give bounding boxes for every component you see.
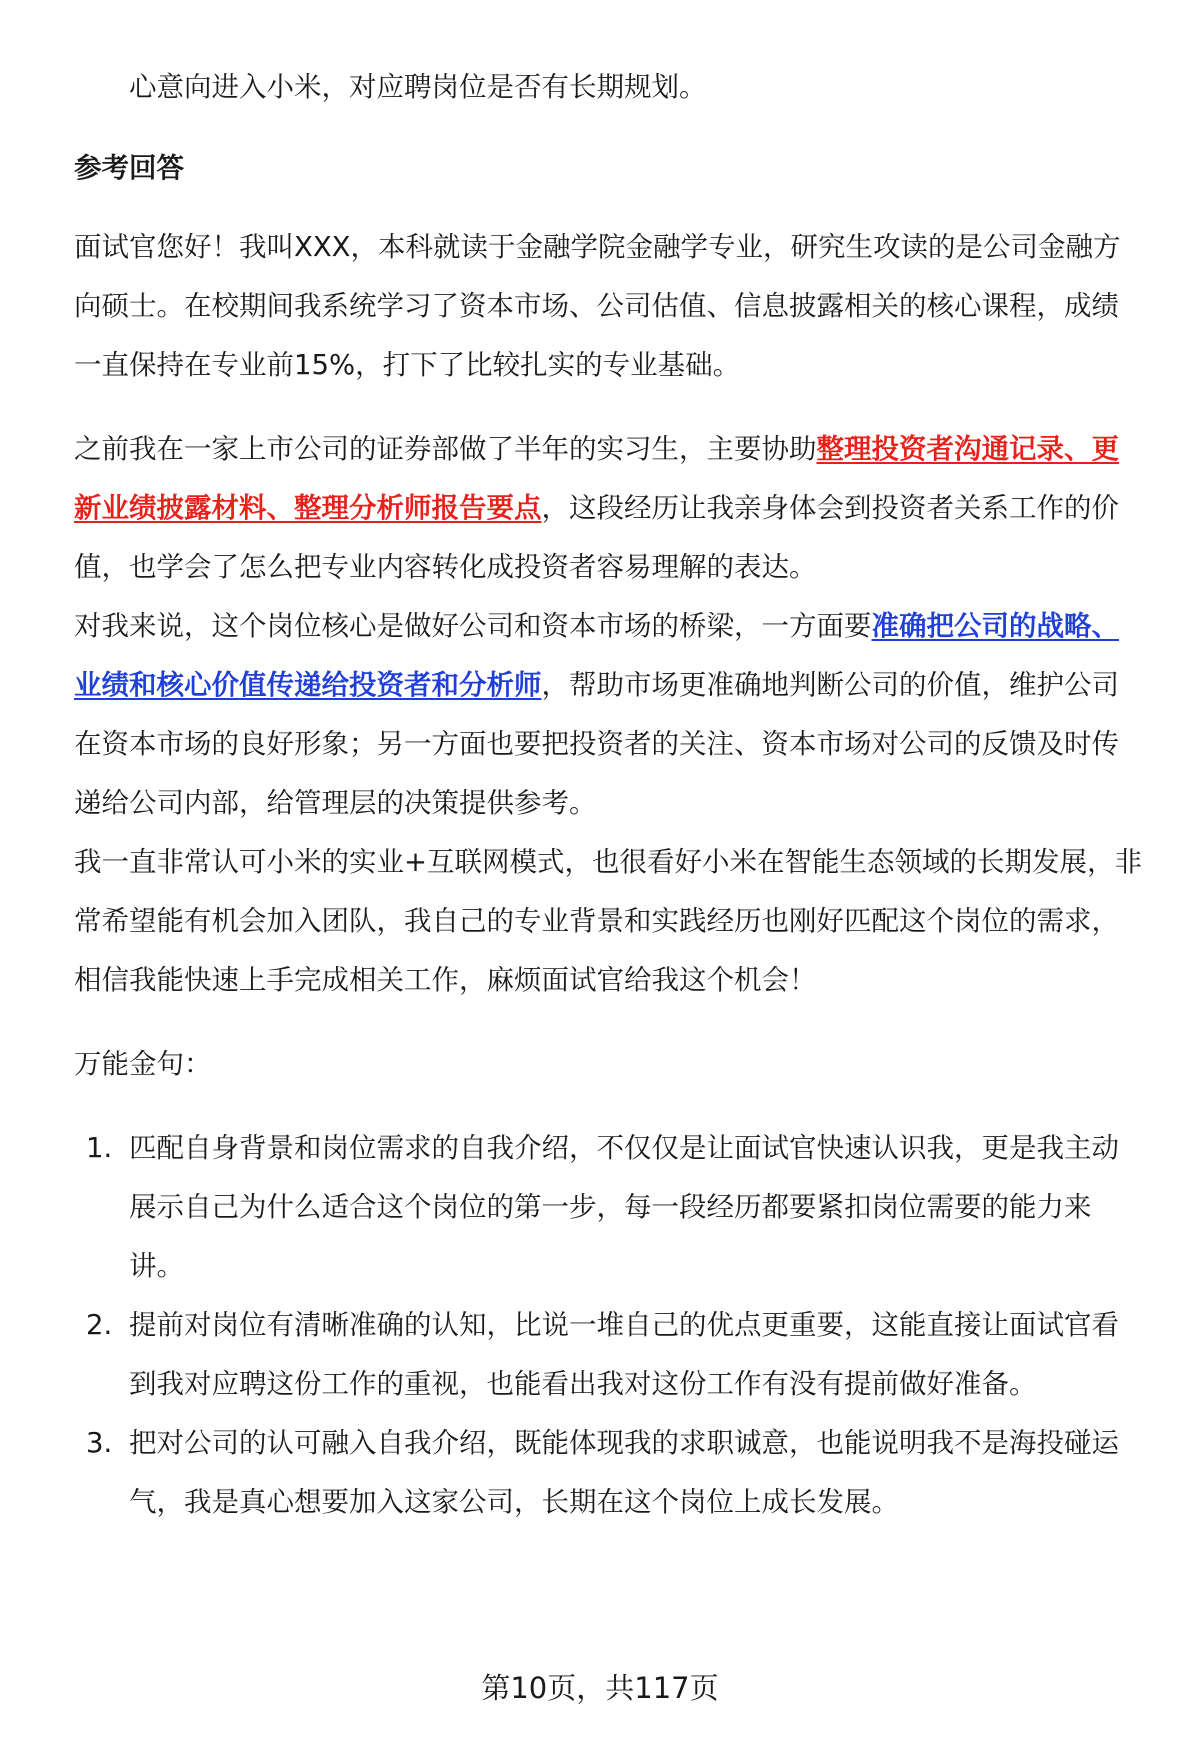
list-item-number: 3. <box>86 1427 113 1459</box>
paragraph-3-highlight: 准确把公司的战略、业绩和核心价值传递给投资者和分析师 <box>74 610 1119 701</box>
list-item-text: 匹配自身背景和岗位需求的自我介绍，不仅仅是让面试官快速认识我，更是我主动展示自己为什么适合这个岗位的第一步，每一段经历都要紧扣岗位需要的能力来讲。 <box>129 1132 1119 1282</box>
list-item-text: 把对公司的认可融入自我介绍，既能体现我的求职诚意，也能说明我不是海投碰运气，我是真心想要加入这家公司，长期在这个岗位上成长发展。 <box>129 1427 1119 1518</box>
list-item-number: 2. <box>86 1309 113 1341</box>
paragraph-2-before: 之前我在一家上市公司的证券部做了半年的实习生，主要协助 <box>74 433 817 465</box>
paragraph-2 <box>74 420 1144 597</box>
list-item <box>74 1296 1144 1414</box>
paragraph-3-after: ，帮助市场更准确地判断公司的价值，维护公司在资本市场的良好形象；另一方面也要把投资者的关注、资本市场对公司的反馈及时传递给公司内部，给管理层的决策提供参考。 <box>74 669 1119 819</box>
golden-heading: 万能金句： <box>74 1048 212 1080</box>
paragraph-3 <box>74 597 1144 833</box>
list-item <box>74 1414 1144 1532</box>
golden-sentence-list <box>74 1119 1144 1532</box>
intro-line: 心意向进入小米，对应聘岗位是否有长期规划。 <box>129 71 707 103</box>
paragraph-3-before: 对我来说，这个岗位核心是做好公司和资本市场的桥梁，一方面要 <box>74 610 872 642</box>
paragraph-1: 面试官您好！我叫XXX，本科就读于金融学院金融学专业，研究生攻读的是公司金融方向硕士。在校期间我系统学习了资本市场、公司估值、信息披露相关的核心课程，成绩一直保持在专业前15%，打下了比较扎实的专业基础。 <box>74 231 1121 381</box>
list-item <box>74 1119 1144 1296</box>
page-footer: 第10页，共117页 <box>481 1671 719 1705</box>
list-item-text: 提前对岗位有清晰准确的认知，比说一堆自己的优点更重要，这能直接让面试官看到我对应聘这份工作的重视，也能看出我对这份工作有没有提前做好准备。 <box>129 1309 1119 1400</box>
paragraph-2-after: ，这段经历让我亲身体会到投资者关系工作的价值，也学会了怎么把专业内容转化成投资者容易理解的表达。 <box>74 492 1119 583</box>
document-page <box>74 58 1144 1532</box>
paragraph-4: 我一直非常认可小米的实业+互联网模式，也很看好小米在智能生态领域的长期发展，非常希望能有机会加入团队，我自己的专业背景和实践经历也刚好匹配这个岗位的需求，相信我能快速上手完成相关工作，麻烦面试官给我这个机会！ <box>74 846 1143 996</box>
paragraph-2-highlight: 整理投资者沟通记录、更新业绩披露材料、整理分析师报告要点 <box>74 433 1119 524</box>
answer-heading: 参考回答 <box>74 152 184 184</box>
list-item-number: 1. <box>86 1132 113 1164</box>
